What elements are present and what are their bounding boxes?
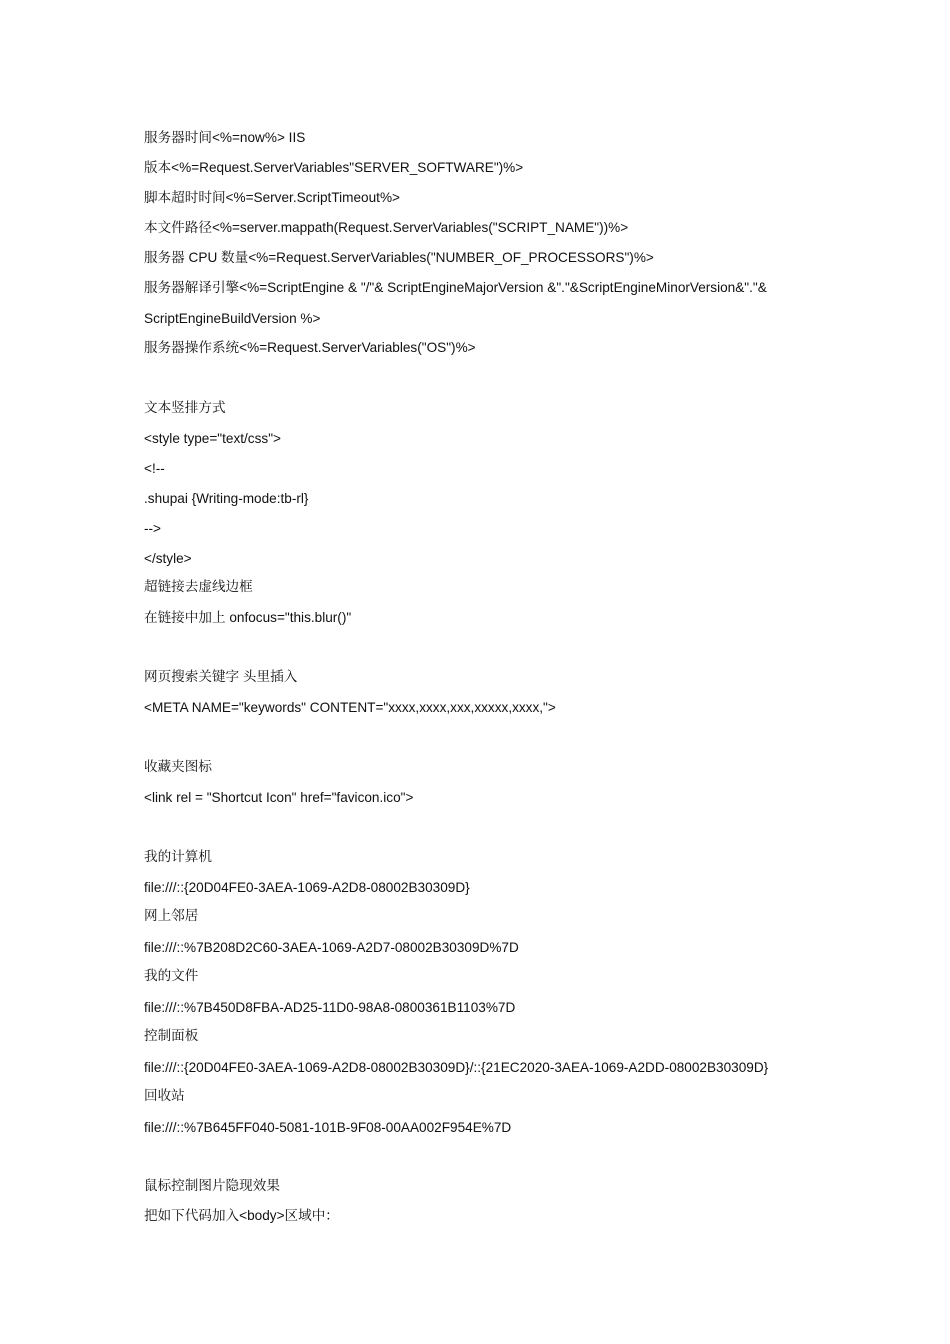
section-heading-my-documents: 我的文件 — [144, 968, 199, 983]
code-line: </style> — [144, 551, 192, 566]
instruction-line: 把如下代码加入<body>区域中： — [144, 1208, 339, 1223]
code-line: 在链接中加上 onfocus="this.blur()" — [144, 610, 352, 625]
code-line: <style type="text/css"> — [144, 431, 281, 446]
code-line: file:///::{20D04FE0-3AEA-1069-A2D8-08002B30309D} — [144, 880, 470, 895]
section-heading-favicon: 收藏夹图标 — [144, 759, 212, 774]
server-os-line: 服务器操作系统<%=Request.ServerVariables("OS")%> — [144, 340, 476, 355]
code-line: file:///::%7B450D8FBA-AD25-11D0-98A8-0800361B1103%7D — [144, 1000, 516, 1015]
code-line: --> — [144, 521, 161, 536]
section-heading-control-panel: 控制面板 — [144, 1028, 199, 1043]
section-heading-mouse-image: 鼠标控制图片隐现效果 — [144, 1178, 280, 1193]
script-engine-build-line: ScriptEngineBuildVersion %> — [144, 311, 321, 326]
section-heading-recycle-bin: 回收站 — [144, 1088, 185, 1103]
server-software-line: 版本<%=Request.ServerVariables"SERVER_SOFTWARE")%> — [144, 160, 524, 175]
code-line: .shupai {Writing-mode:tb-rl} — [144, 491, 309, 506]
code-line: file:///::{20D04FE0-3AEA-1069-A2D8-08002B30309D}/::{21EC2020-3AEA-1069-A2DD-08002B30309D} — [144, 1060, 769, 1075]
cpu-count-line: 服务器 CPU 数量<%=Request.ServerVariables("NUMBER_OF_PROCESSORS")%> — [144, 250, 654, 265]
code-line: <META NAME="keywords" CONTENT="xxxx,xxxx,xxx,xxxxx,xxxx,"> — [144, 700, 556, 715]
code-line: <link rel = "Shortcut Icon" href="favicon.ico"> — [144, 790, 414, 805]
section-heading-vertical-text: 文本竖排方式 — [144, 400, 226, 415]
server-time-line: 服务器时间<%=now%> IIS — [144, 130, 306, 145]
code-line: file:///::%7B208D2C60-3AEA-1069-A2D7-08002B30309D%7D — [144, 940, 519, 955]
code-line: file:///::%7B645FF040-5081-101B-9F08-00AA002F954E%7D — [144, 1120, 512, 1135]
script-engine-line: 服务器解译引擎<%=ScriptEngine & "/"& ScriptEngineMajorVersion &"."&ScriptEngineMinorVersion&"."& — [144, 280, 767, 295]
section-heading-my-computer: 我的计算机 — [144, 849, 212, 864]
file-path-line: 本文件路径<%=server.mappath(Request.ServerVariables("SCRIPT_NAME"))%> — [144, 220, 629, 235]
section-heading-keywords: 网页搜索关键字 头里插入 — [144, 669, 298, 684]
script-timeout-line: 脚本超时时间<%=Server.ScriptTimeout%> — [144, 190, 400, 205]
code-line: <!-- — [144, 461, 165, 476]
section-heading-network: 网上邻居 — [144, 908, 199, 923]
section-heading-link-border: 超链接去虚线边框 — [144, 579, 253, 594]
